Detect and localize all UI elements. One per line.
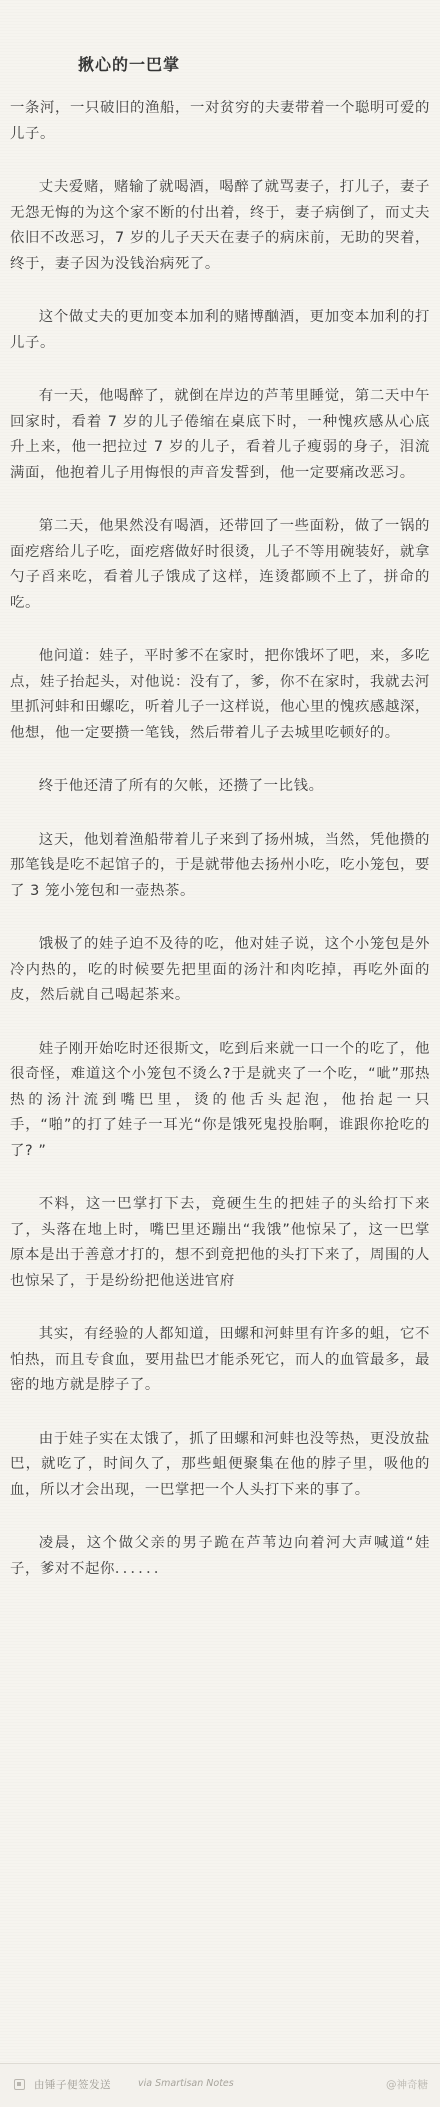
paragraph: 他问道：娃子，平时爹不在家时，把你饿坏了吧，来，多吃点，娃子抬起头，对他说：没有了，爹，你不在家时，我就去河里抓河蚌和田螺吃，听着儿子一这样说，他心里的愧疚感越深，他想，他一定要攒一笔钱，然后带着儿子去城里吃顿好的。 [10, 648, 430, 741]
footer-via-text: via Smartisan Notes [138, 2078, 234, 2089]
paragraph: 凌晨，这个做父亲的男子跪在芦苇边向着河大声喊道“娃子，爹对不起你．．．．．． [10, 1535, 430, 1577]
paragraph: 第二天，他果然没有喝酒，还带回了一些面粉，做了一锅的面疙瘩给儿子吃，面疙瘩做好时很烫，儿子不等用碗装好，就拿勺子舀来吃，看着儿子饿成了这样，连烫都顾不上了，拼命的吃。 [10, 518, 430, 611]
article-body [10, 96, 430, 1610]
footer-sender-text: 由锤子便签发送 [34, 2079, 111, 2091]
paragraph: 饿极了的娃子迫不及待的吃，他对娃子说，这个小笼包是外冷内热的，吃的时候要先把里面的汤汁和肉吃掉，再吃外面的皮，然后就自己喝起茶来。 [10, 936, 430, 1003]
paragraph: 由于娃子实在太饿了，抓了田螺和河蚌也没等热，更没放盐巴，就吃了，时间久了，那些蛆便聚集在他的脖子里，吸他的血，所以才会出现，一巴掌把一个人头打下来的事了。 [10, 1430, 430, 1498]
paragraph: 一条河，一只破旧的渔船，一对贫穷的夫妻带着一个聪明可爱的儿子。 [10, 100, 430, 142]
paragraph: 娃子刚开始吃时还很斯文，吃到后来就一口一个的吃了，他很奇怪，难道这个小笼包不烫么?于是就夹了一个吃，“呲”那热热的汤汁流到嘴巴里，烫的他舌头起泡，他抬起一只手，“啪”的打了娃子一耳光“你是饿死鬼投胎啊，谁跟你抢吃的了? ” [10, 1040, 430, 1159]
note-footer [0, 2063, 440, 2107]
paragraph: 丈夫爱赌，赌输了就喝酒，喝醉了就骂妻子，打儿子，妻子无怨无悔的为这个家不断的付出着，终于，妻子病倒了，而丈夫依旧不改恶习，7 岁的儿子天天在妻子的病床前，无助的哭着，终于，妻子因为没钱治病死了。 [10, 179, 430, 272]
paragraph: 不料，这一巴掌打下去，竟硬生生的把娃子的头给打下来了，头落在地上时，嘴巴里还蹦出“我饿”他惊呆了，这一巴掌原本是出于善意才打的，想不到竟把他的头打下来了，周围的人也惊呆了，于是纷纷把他送进官府 [10, 1196, 430, 1289]
paragraph: 这个做丈夫的更加变本加利的赌博酗酒，更加变本加利的打儿子。 [10, 309, 430, 351]
smartisan-notes-icon [14, 2079, 25, 2090]
paragraph: 其实，有经验的人都知道，田螺和河蚌里有许多的蛆，它不怕热，而且专食血，要用盐巴才能杀死它，而人的血管最多，最密的地方就是脖子了。 [10, 1326, 430, 1393]
weibo-watermark: @神奇糖 [386, 2079, 428, 2091]
paragraph: 这天，他划着渔船带着儿子来到了扬州城，当然，凭他攒的那笔钱是吃不起馆子的，于是就带他去扬州小吃，吃小笼包，要了 3 笼小笼包和一壶热茶。 [10, 831, 430, 899]
paragraph: 终于他还清了所有的欠帐，还攒了一比钱。 [38, 778, 324, 794]
page-title: 揪心的一巴掌 [78, 55, 181, 74]
paragraph: 有一天，他喝醉了，就倒在岸边的芦苇里睡觉，第二天中午回家时，看着 7 岁的儿子倦缩在桌底下时，一种愧疚感从心底升上来，他一把拉过 7 岁的儿子，看着儿子瘦弱的身子，泪流满面，他抱着儿子用悔恨的声音发誓到，他一定要痛改恶习。 [10, 388, 430, 481]
